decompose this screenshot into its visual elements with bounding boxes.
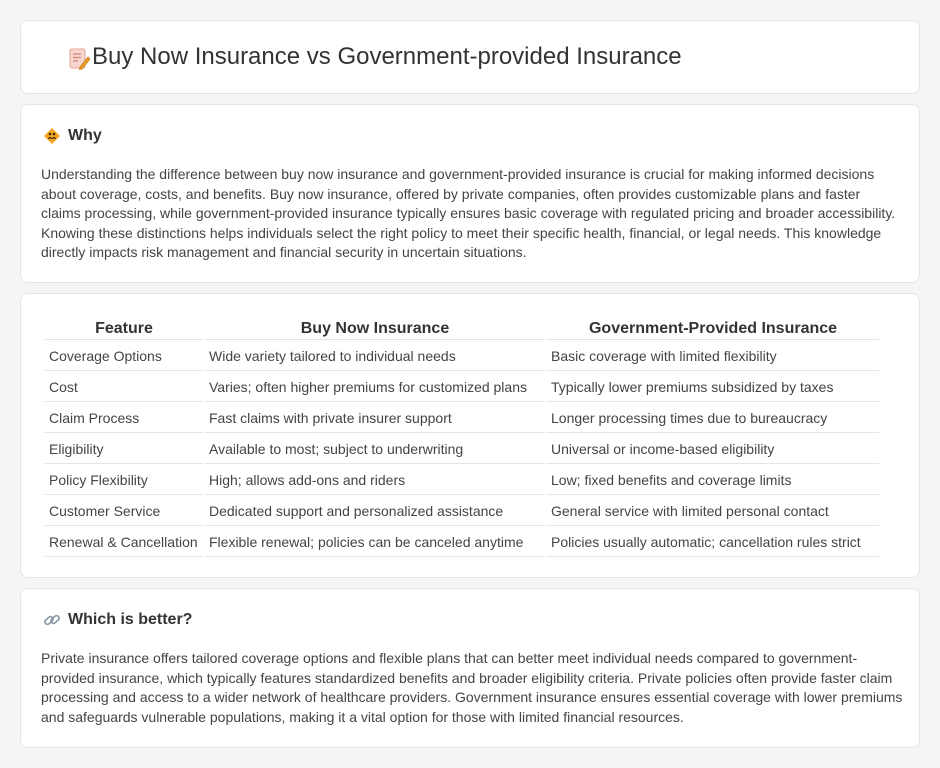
table-cell: High; allows add-ons and riders <box>205 466 545 495</box>
table-cell: Varies; often higher premiums for customized plans <box>205 373 545 402</box>
table-cell: Eligibility <box>45 435 203 464</box>
table-cell: Dedicated support and personalized assistance <box>205 497 545 526</box>
which-title: Which is better? <box>68 611 193 628</box>
table-cell: Coverage Options <box>45 342 203 371</box>
table-cell: Fast claims with private insurer support <box>205 404 545 433</box>
table-cell: Flexible renewal; policies can be canceled anytime <box>205 528 545 557</box>
which-text: Private insurance offers tailored coverage options and flexible plans that can better meet individual needs compared to government-provided insurance, which typically features standardized benefits and broader eligibility criteria. Private policies often provide faster claim processing and access to a wider network of healthcare providers. Government insurance ensures essential coverage with lower premiums and safeguards vulnerable populations, making it a vital option for those with limited financial resources. <box>41 650 903 725</box>
table-row <box>45 342 879 371</box>
table-cell: Wide variety tailored to individual needs <box>205 342 545 371</box>
table-cell: Universal or income-based eligibility <box>547 435 879 464</box>
table-cell: General service with limited personal contact <box>547 497 879 526</box>
why-heading <box>43 127 102 145</box>
table-row <box>45 404 879 433</box>
document-pen-icon <box>66 46 92 72</box>
table-cell: Policy Flexibility <box>45 466 203 495</box>
table-cell: Customer Service <box>45 497 203 526</box>
table-cell: Low; fixed benefits and coverage limits <box>547 466 879 495</box>
which-heading <box>43 611 192 629</box>
table-row <box>45 466 879 495</box>
table-cell: Renewal & Cancellation <box>45 528 203 557</box>
which-section <box>20 588 920 748</box>
table-header-row <box>45 318 879 340</box>
why-section <box>20 104 920 283</box>
page-title: Buy Now Insurance vs Government-provided Insurance <box>92 43 682 70</box>
table-cell: Longer processing times due to bureaucracy <box>547 404 879 433</box>
column-header-feature: Feature <box>45 318 203 340</box>
table-row <box>45 528 879 557</box>
title-card <box>20 20 920 94</box>
table-cell: Cost <box>45 373 203 402</box>
warning-people-icon <box>43 127 61 145</box>
table-cell: Typically lower premiums subsidized by taxes <box>547 373 879 402</box>
comparison-card <box>20 293 920 578</box>
why-text: Understanding the difference between buy now insurance and government-provided insurance is crucial for making informed decisions about coverage, costs, and benefits. Buy now insurance, offered by private companies, often provides customizable plans and faster claims processing, while government-provided insurance typically ensures basic coverage with regulated pricing and broader accessibility. Knowing these distinctions helps individuals select the right policy to meet their specific health, financial, or legal needs. This knowledge directly impacts risk management and financial security in uncertain situations. <box>41 166 896 261</box>
column-header-government: Government-Provided Insurance <box>547 318 879 340</box>
comparison-table <box>43 316 881 559</box>
table-row <box>45 373 879 402</box>
table-cell: Available to most; subject to underwriting <box>205 435 545 464</box>
column-header-buy-now: Buy Now Insurance <box>205 318 545 340</box>
table-cell: Basic coverage with limited flexibility <box>547 342 879 371</box>
table-cell: Policies usually automatic; cancellation rules strict <box>547 528 879 557</box>
link-icon <box>43 611 61 629</box>
table-cell: Claim Process <box>45 404 203 433</box>
table-row <box>45 435 879 464</box>
table-row <box>45 497 879 526</box>
why-title: Why <box>68 127 102 144</box>
